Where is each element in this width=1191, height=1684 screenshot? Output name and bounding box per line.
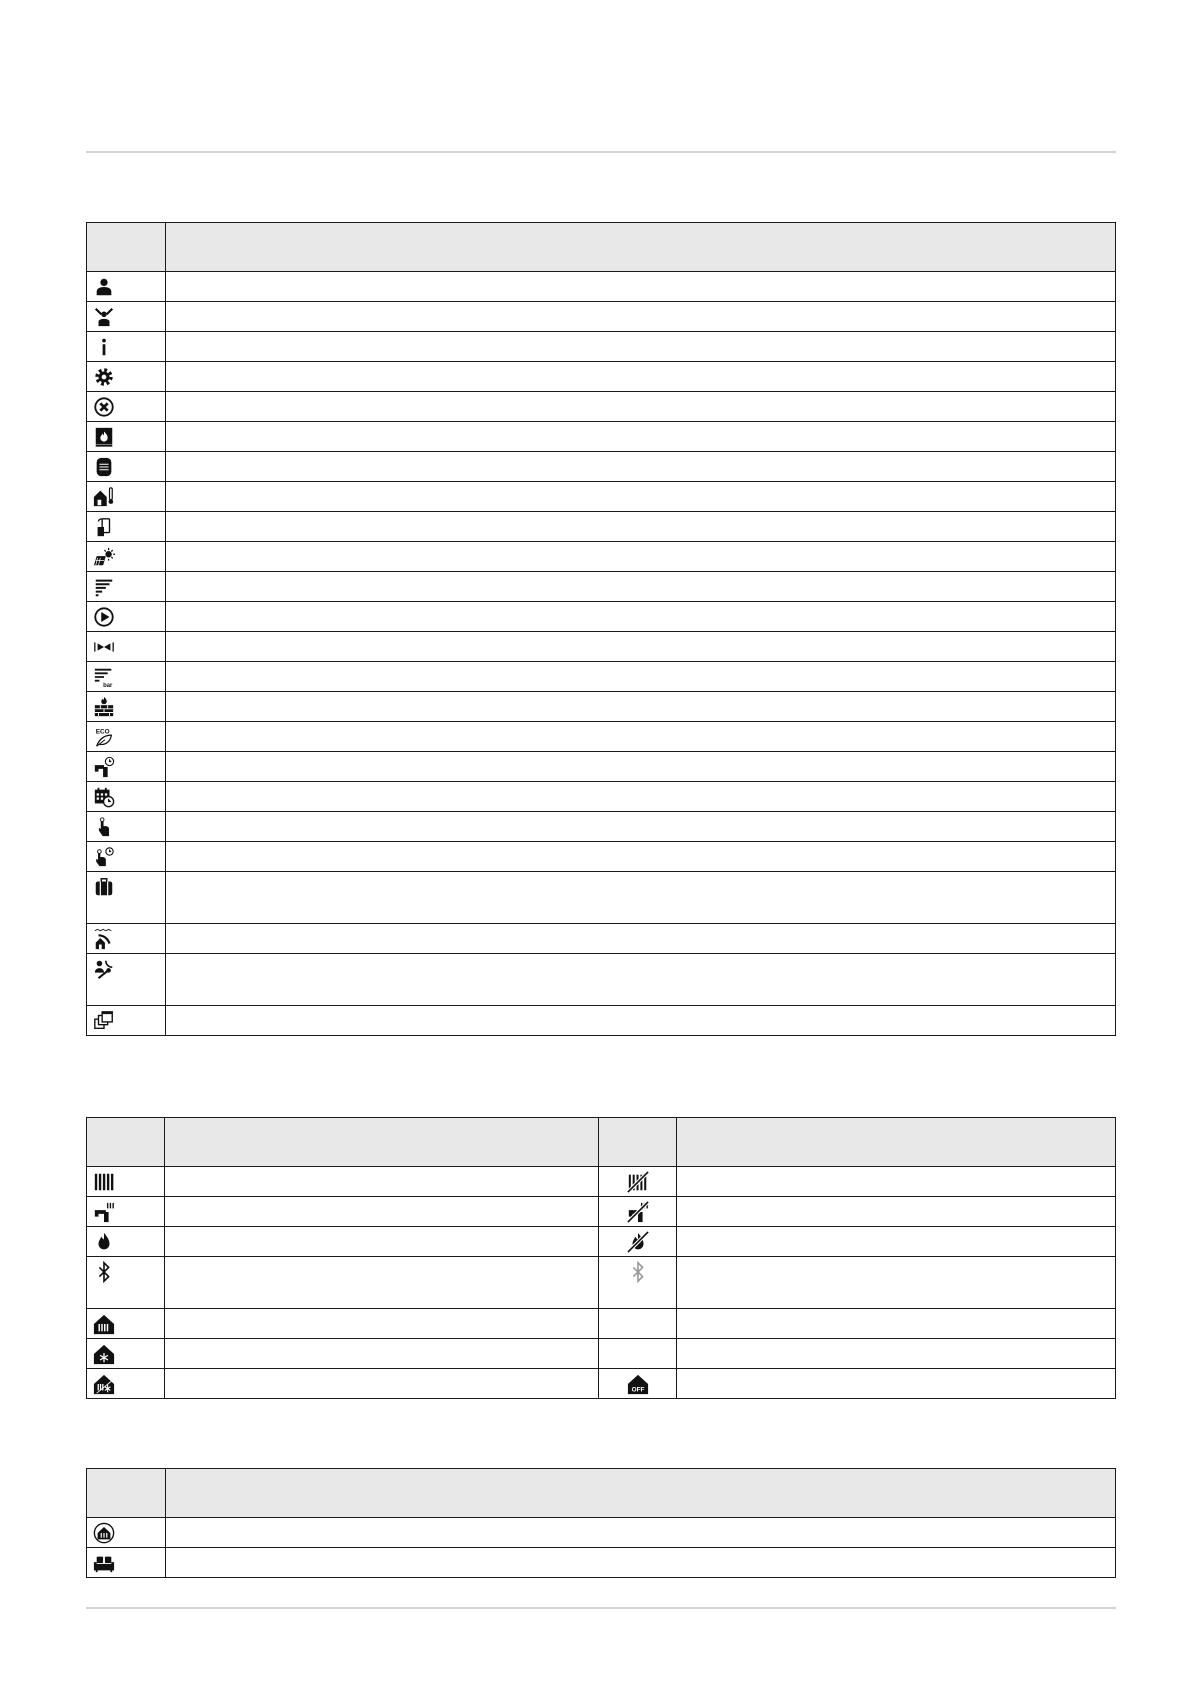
description-cell [165,1197,599,1227]
description-cell [166,752,1116,782]
icon-cell [599,1257,677,1309]
table-row [87,692,1116,722]
icon-cell [87,872,166,924]
fireplace-icon [87,696,165,718]
icon-cell [87,422,166,452]
icon-cell [87,1548,166,1578]
icon-cell [87,1006,166,1036]
installer-tools-icon [87,306,165,328]
description-cell [165,1167,599,1197]
table-header-row [87,1469,1116,1518]
pump-icon [87,606,165,628]
description-cell [166,602,1116,632]
icon-cell [87,1339,165,1369]
table-row [87,1339,1116,1369]
radiator-icon [87,1171,164,1193]
description-cell [677,1309,1116,1339]
icon-cell [87,1257,165,1309]
icon-cell [87,512,166,542]
description-cell [166,512,1116,542]
multiple-windows-icon [87,1010,165,1032]
hot-water-tap-icon [87,1201,164,1223]
tap-clock-icon [87,756,165,778]
description-cell [166,482,1116,512]
icon-cell [87,572,166,602]
header-rule [86,151,1116,153]
icon-cell [87,752,166,782]
description-cell [677,1257,1116,1309]
icon-cell [87,954,166,1006]
header-cell-icon [87,1469,166,1518]
description-cell [166,872,1116,924]
table-row [87,482,1116,512]
table-row [87,924,1116,954]
description-cell [166,1006,1116,1036]
table-row [87,1548,1116,1578]
description-cell [166,542,1116,572]
icon-cell [87,692,166,722]
header-cell-description [166,1469,1116,1518]
boiler-flame-icon [87,426,165,448]
description-cell [166,572,1116,602]
party-house-icon [87,928,165,950]
icon-cell [87,812,166,842]
hand-clock-icon [87,846,165,868]
sofa-icon [87,1552,165,1574]
bluetooth-icon [87,1261,164,1283]
icon-cell [87,924,166,954]
description-cell [166,362,1116,392]
description-cell [166,452,1116,482]
icon-cell [87,332,166,362]
table-row [87,1257,1116,1309]
table-row [87,1167,1116,1197]
table-row [87,632,1116,662]
description-cell [677,1197,1116,1227]
flame-off-icon [599,1231,676,1253]
table-row [87,332,1116,362]
description-cell [166,272,1116,302]
description-cell [166,422,1116,452]
description-cell [677,1167,1116,1197]
icon-cell [87,842,166,872]
description-cell [166,692,1116,722]
description-cell [166,954,1116,1006]
description-cell [166,392,1116,422]
header-cell-icon [599,1118,677,1167]
icon-cell [87,452,166,482]
icon-cell [599,1339,677,1369]
table-row [87,452,1116,482]
table-row [87,752,1116,782]
radiator-off-icon [599,1171,676,1193]
icon-cell [87,392,166,422]
header-cell-description [677,1118,1116,1167]
icon-cell [599,1309,677,1339]
table-row [87,722,1116,752]
icon-cell [87,482,166,512]
symbols-table-general [86,222,1116,1036]
table-row [87,542,1116,572]
symbols-table-status [86,1117,1116,1399]
table-header-row [87,1118,1116,1167]
eco-leaf-icon [87,726,165,748]
icon-cell [87,1227,165,1257]
header-cell-icon [87,1118,165,1167]
table-row [87,662,1116,692]
icon-cell [599,1167,677,1197]
info-icon [87,336,165,358]
footer-rule [86,1607,1116,1609]
table-row [87,872,1116,924]
gear-icon [87,366,165,388]
house-heating-icon [87,1313,164,1335]
table-row [87,782,1116,812]
house-frost-icon [87,1343,164,1365]
icon-cell [87,1167,165,1197]
description-cell [166,1548,1116,1578]
bluetooth-inactive-icon [599,1261,676,1283]
flow-lines-icon [87,576,165,598]
icon-cell [599,1369,677,1399]
flame-icon [87,1231,164,1253]
hot-water-tap-off-icon [599,1201,676,1223]
error-cross-icon [87,396,165,418]
description-cell [166,924,1116,954]
table-row [87,302,1116,332]
icon-cell [87,722,166,752]
table-row [87,362,1116,392]
header-cell-description [166,223,1116,272]
description-cell [165,1339,599,1369]
icon-cell [599,1197,677,1227]
description-cell [166,662,1116,692]
table-row [87,1518,1116,1548]
manual-hand-icon [87,816,165,838]
icon-cell [87,1309,165,1339]
house-off-icon [599,1373,676,1395]
icon-cell [87,602,166,632]
icon-cell [87,782,166,812]
icon-cell [87,302,166,332]
icon-cell [87,632,166,662]
icon-cell [87,272,166,302]
table-row [87,512,1116,542]
description-cell [165,1227,599,1257]
description-cell [677,1339,1116,1369]
table-row [87,572,1116,602]
tank-icon [87,456,165,478]
icon-cell [87,542,166,572]
icon-cell [599,1227,677,1257]
description-cell [166,842,1116,872]
description-cell [677,1227,1116,1257]
table-row [87,1369,1116,1399]
description-cell [166,722,1116,752]
description-cell [166,1518,1116,1548]
service-contact-icon [87,958,165,980]
table-row [87,954,1116,1006]
table-row [87,272,1116,302]
description-cell [166,632,1116,662]
table-row [87,602,1116,632]
pressure-bar-icon [87,666,165,688]
valve-icon [87,636,165,658]
table-row [87,422,1116,452]
description-cell [166,812,1116,842]
house-circle-icon [87,1522,165,1544]
table-row [87,392,1116,422]
table-row [87,1197,1116,1227]
solar-heat-icon [87,546,165,568]
symbols-table-zones [86,1468,1116,1578]
table-row [87,812,1116,842]
description-cell [166,782,1116,812]
description-cell [166,332,1116,362]
description-cell [165,1309,599,1339]
table-row [87,842,1116,872]
header-cell-description [165,1118,599,1167]
icon-cell [87,1369,165,1399]
house-thermometer-icon [87,486,165,508]
holiday-suitcase-icon [87,876,165,898]
description-cell [677,1369,1116,1399]
icon-cell [87,1197,165,1227]
calendar-clock-icon [87,786,165,808]
table-header-row [87,223,1116,272]
house-heating-cooling-icon [87,1373,164,1395]
user-icon [87,276,165,298]
icon-cell [87,662,166,692]
icon-cell [87,362,166,392]
description-cell [166,302,1116,332]
icon-cell [87,1518,166,1548]
table-row [87,1227,1116,1257]
header-cell-icon [87,223,166,272]
description-cell [165,1369,599,1399]
devices-sync-icon [87,516,165,538]
table-row [87,1309,1116,1339]
table-row [87,1006,1116,1036]
description-cell [165,1257,599,1309]
